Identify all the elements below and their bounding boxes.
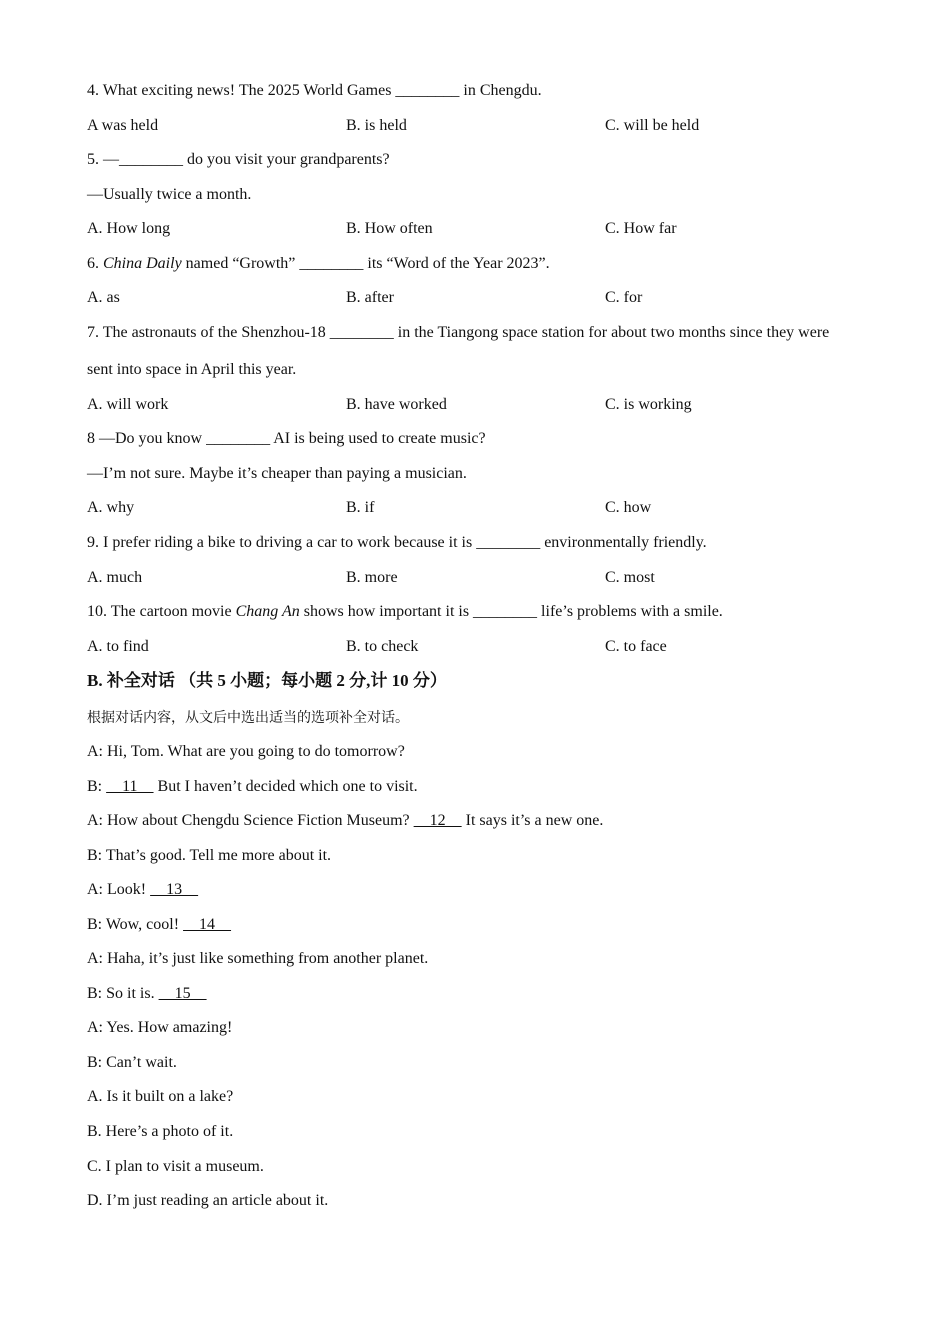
dialogue-option-d: D. I’m just reading an article about it.: [87, 1192, 329, 1209]
q10-text-pre: 10. The cartoon movie: [87, 603, 236, 620]
question-8: 8 —Do you know ________ AI is being used to create music?: [87, 430, 486, 447]
dialogue-line-5: [87, 880, 198, 900]
blank-12: 12: [413, 812, 462, 829]
dialogue-line-10: B: Can’t wait.: [87, 1054, 177, 1071]
q9-option-a: A. much: [87, 569, 143, 586]
question-9: 9. I prefer riding a bike to driving a car to work because it is ________ environmentally friendly.: [87, 534, 707, 551]
blank-15: 15: [158, 985, 207, 1002]
d3-text-post: It says it’s a new one.: [461, 812, 604, 829]
q10-italic-title: Chang An: [235, 603, 300, 620]
q5-option-a: A. How long: [87, 220, 171, 237]
question-4: 4. What exciting news! The 2025 World Games ________ in Chengdu.: [87, 82, 542, 99]
dialogue-line-3: [87, 811, 603, 831]
d2-text: But I haven’t decided which one to visit.: [153, 778, 418, 795]
d8-text-pre: B: So it is.: [87, 985, 159, 1002]
q5-option-b: B. How often: [346, 220, 433, 237]
d2-speaker: B:: [87, 778, 107, 795]
question-7: 7. The astronauts of the Shenzhou-18 ________ in the Tiangong space station for about two months since they were: [87, 324, 830, 341]
q10-text: shows how important it is ________ life’s problems with a smile.: [299, 603, 723, 620]
section-b-title: B. 补全对话 （共 5 小题；每小题 2 分,计 10 分）: [87, 671, 447, 690]
q8-option-c: C. how: [605, 499, 652, 516]
q10-option-b: B. to check: [346, 638, 419, 655]
d3-text-pre: A: How about Chengdu Science Fiction Museum?: [87, 812, 414, 829]
q7-option-a: A. will work: [87, 396, 169, 413]
blank-14: 14: [183, 916, 232, 933]
question-5-reply: —Usually twice a month.: [87, 186, 252, 203]
q6-option-c: C. for: [605, 289, 643, 306]
dialogue-line-9: A: Yes. How amazing!: [87, 1019, 233, 1036]
q10-option-a: A. to find: [87, 638, 149, 655]
dialogue-line-7: A: Haha, it’s just like something from another planet.: [87, 950, 429, 967]
question-10: [87, 602, 723, 622]
dialogue-option-c: C. I plan to visit a museum.: [87, 1158, 264, 1175]
dialogue-line-1: A: Hi, Tom. What are you going to do tomorrow?: [87, 743, 405, 760]
dialogue-option-b: B. Here’s a photo of it.: [87, 1123, 234, 1140]
section-b-instruction: 根据对话内容，从文后中选出适当的选项补全对话。: [87, 710, 409, 726]
dialogue-line-4: B: That’s good. Tell me more about it.: [87, 847, 332, 864]
q5-option-c: C. How far: [605, 220, 677, 237]
q7-option-c: C. is working: [605, 396, 692, 413]
question-5: 5. —________ do you visit your grandparents?: [87, 151, 390, 168]
blank-11: 11: [106, 778, 154, 795]
q6-text: named “Growth” ________ its “Word of the Year 2023”.: [181, 255, 550, 272]
dialogue-line-8: [87, 984, 207, 1004]
q4-option-a: A was held: [87, 117, 159, 134]
q6-option-a: A. as: [87, 289, 120, 306]
question-6: [87, 254, 550, 274]
q6-number: 6.: [87, 255, 103, 272]
dialogue-option-a: A. Is it built on a lake?: [87, 1088, 234, 1105]
q6-italic-title: China Daily: [103, 255, 182, 272]
q8-option-a: A. why: [87, 499, 135, 516]
dialogue-line-6: [87, 915, 231, 935]
q7-option-b: B. have worked: [346, 396, 447, 413]
d5-text-pre: A: Look!: [87, 881, 151, 898]
q9-option-c: C. most: [605, 569, 655, 586]
q6-option-b: B. after: [346, 289, 394, 306]
q8-option-b: B. if: [346, 499, 375, 516]
q4-option-c: C. will be held: [605, 117, 700, 134]
q9-option-b: B. more: [346, 569, 398, 586]
q4-option-b: B. is held: [346, 117, 407, 134]
d6-text-pre: B: Wow, cool!: [87, 916, 184, 933]
question-7-cont: sent into space in April this year.: [87, 361, 297, 378]
q10-option-c: C. to face: [605, 638, 667, 655]
blank-13: 13: [150, 881, 199, 898]
question-8-reply: —I’m not sure. Maybe it’s cheaper than paying a musician.: [87, 465, 467, 482]
dialogue-line-2: [87, 777, 418, 797]
